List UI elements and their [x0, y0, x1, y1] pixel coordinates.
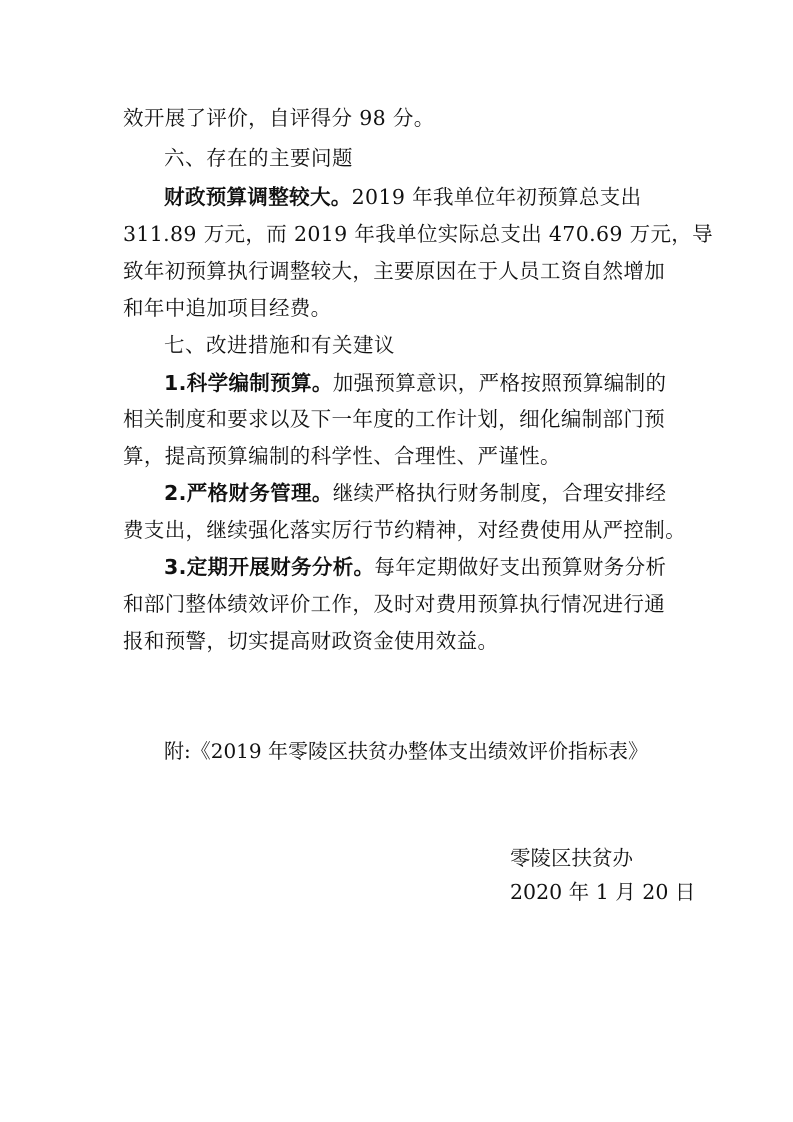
signature-date: 2020 年 1 月 20 日 — [510, 880, 696, 904]
paragraph-line — [123, 221, 714, 247]
paragraph-line — [164, 184, 684, 210]
body-text: 311.89 万元，而 2019 年我单位实际总支出 470.69 万元，导 — [123, 222, 714, 246]
attachment-note: 附:《2019 年零陵区扶贫办整体支出绩效评价指标表》 — [164, 739, 648, 763]
body-text: 和年中追加项目经费。 — [123, 296, 332, 320]
body-text: 继续严格执行财务制度，合理安排经 — [332, 481, 667, 505]
bold-lead-text: 3.定期开展财务分析。 — [164, 555, 375, 579]
paragraph-line — [123, 406, 683, 432]
bold-lead-text: 2.严格财务管理。 — [164, 481, 333, 505]
body-text: 每年定期做好支出预算财务分析 — [374, 555, 667, 579]
body-text: 算，提高预算编制的科学性、合理性、严谨性。 — [123, 444, 561, 468]
body-text: 费支出，继续强化落实厉行节约精神，对经费使用从严控制。 — [123, 518, 686, 542]
bold-lead-text: 财政预算调整较大。 — [164, 185, 352, 209]
body-text: 相关制度和要求以及下一年度的工作计划，细化编制部门预 — [123, 407, 666, 431]
paragraph-line — [164, 370, 684, 396]
body-text: 和部门整体绩效评价工作，及时对费用预算执行情况进行通 — [123, 592, 666, 616]
paragraph-line — [164, 480, 684, 506]
paragraph-line — [123, 105, 683, 131]
section-heading-seven: 七、改进措施和有关建议 — [164, 333, 395, 357]
body-text: 2019 年我单位年初预算总支出 — [351, 185, 642, 209]
bold-lead-text: 1.科学编制预算。 — [164, 371, 333, 395]
signature-organization: 零陵区扶贫办 — [510, 846, 633, 870]
paragraph-line — [123, 628, 683, 654]
body-text: 加强预算意识，严格按照预算编制的 — [332, 371, 667, 395]
paragraph-line — [123, 258, 683, 284]
paragraph-line — [123, 443, 683, 469]
paragraph-line — [123, 295, 683, 321]
paragraph-line — [123, 591, 683, 617]
section-heading-six: 六、存在的主要问题 — [164, 146, 353, 170]
paragraph-line — [123, 517, 686, 543]
body-text: 效开展了评价，自评得分 98 分。 — [123, 106, 435, 130]
body-text: 报和预警，切实提高财政资金使用效益。 — [123, 629, 499, 653]
body-text: 致年初预算执行调整较大，主要原因在于人员工资自然增加 — [123, 259, 666, 283]
paragraph-line — [164, 554, 684, 580]
